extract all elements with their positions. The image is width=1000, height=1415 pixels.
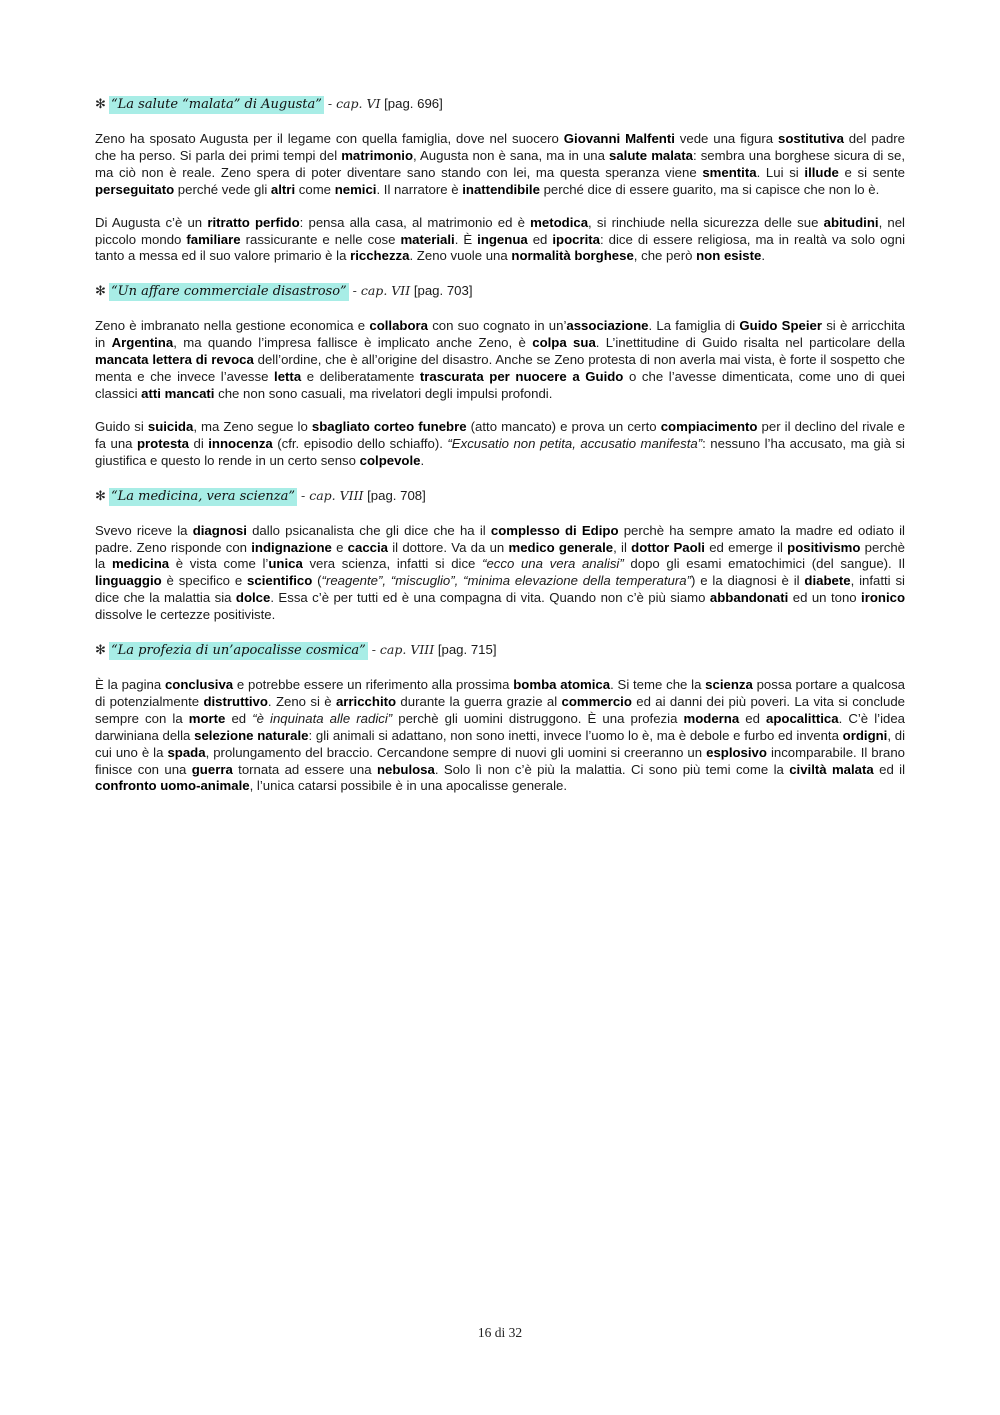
bold-term: civiltà malata (789, 761, 874, 777)
text-run: durante la guerra grazie al (396, 693, 562, 709)
bold-term: diagnosi (192, 522, 247, 538)
text-run: , di cui uno è la (95, 727, 905, 760)
text-run: con suo cognato in un’ (428, 318, 567, 334)
text-run: ed ai danni dei più poveri. La vita si conclude sempre con la (95, 693, 905, 726)
text-run: come (295, 181, 335, 197)
bold-term: guerra (191, 761, 233, 777)
bold-term: colpa sua (532, 335, 596, 351)
bold-term: Giovanni Malfenti (563, 131, 675, 146)
chapter-reference: - cap. VIII (297, 487, 364, 503)
bold-term: innocenza (208, 435, 273, 451)
text-run: e potrebbe essere un riferimento alla prossima (233, 677, 514, 693)
text-run: o che l’avesse dimenticata, come uno di quei classici (95, 369, 905, 401)
bold-term: altri (270, 181, 296, 197)
page-reference: [pag. 696] (380, 96, 443, 111)
text-run: ) e la diagnosi è il (691, 573, 805, 589)
text-run: , ma Zeno segue lo (193, 418, 312, 434)
bold-term: nebulosa (376, 761, 435, 777)
text-run: , si rinchiude nella sicurezza delle sue (588, 214, 824, 230)
bold-term: confronto uomo-animale (95, 778, 250, 794)
asterisk-bullet-icon: ✻ (95, 643, 106, 659)
bold-term: esplosivo (706, 744, 767, 760)
text-run: , che però (633, 248, 697, 264)
text-run: , il (613, 539, 632, 555)
text-run: : nessuno l’ha accusato, ma già si giustifica e questo lo rende in un certo senso (95, 435, 905, 468)
bold-term: ingenua (477, 231, 528, 247)
chapter-reference: - cap. VII (348, 283, 411, 299)
paragraph (95, 215, 905, 266)
text-run: dissolve le certezze positiviste. (95, 607, 276, 623)
bold-term: associazione (566, 318, 649, 334)
bold-term: diabete (804, 573, 851, 589)
text-run: Zeno è imbranato nella gestione economica e (95, 318, 370, 334)
bold-term: abitudini (823, 214, 879, 230)
text-run: ed (225, 710, 253, 726)
bold-term: letta (274, 369, 302, 385)
bold-term: atti mancati (141, 385, 215, 401)
section-heading (95, 486, 905, 507)
bold-term: positivismo (787, 539, 861, 555)
text-run: dopo gli esami ematochimici (del sangue). Il (623, 556, 905, 572)
bold-term: sostitutiva (777, 131, 844, 146)
bold-term: Guido Speier (739, 318, 822, 334)
text-run: Svevo riceve la (95, 522, 193, 538)
paragraph (95, 677, 905, 795)
section-heading (95, 94, 905, 115)
bold-term: metodica (530, 214, 589, 230)
bold-term: suicida (147, 418, 194, 434)
bold-term: bomba atomica (513, 677, 611, 693)
bold-term: trascurata per nuocere a Guido (419, 369, 624, 385)
bold-term: salute malata (609, 147, 693, 163)
asterisk-bullet-icon: ✻ (95, 488, 106, 504)
text-run: , l’unica catarsi possibile è in una apocalisse generale. (249, 778, 568, 794)
section-heading (95, 640, 905, 661)
text-run: . (761, 248, 766, 264)
bold-term: ordigni (842, 727, 888, 743)
text-run: , infatti si dice che la malattia sia (95, 573, 905, 606)
bold-term: perseguitato (95, 181, 175, 197)
text-run: . L’inettitudine di Guido risalta nel particolare della (595, 335, 905, 351)
text-run: . È (454, 231, 478, 247)
bold-term: compiacimento (660, 418, 758, 434)
text-run: è specifico e (161, 573, 248, 589)
text-run: perchè la (95, 539, 906, 572)
text-run: Zeno ha sposato Augusta per il legame con quella famiglia, dove nel suocero (95, 131, 564, 146)
bold-term: materiali (400, 231, 455, 247)
bold-term: ipocrita (552, 231, 601, 247)
text-run: rassicurante e nelle cose (240, 231, 401, 247)
text-run: si è arricchita in (95, 318, 905, 351)
bold-term: conclusiva (164, 677, 234, 693)
text-run: vera scienza, infatti si dice (302, 556, 483, 572)
bold-term: caccia (347, 539, 388, 555)
section-title: “Un affare commerciale disastroso” (111, 284, 347, 300)
paragraph (95, 131, 905, 199)
bold-term: spada (167, 744, 206, 760)
bold-term: nemici (334, 181, 377, 197)
text-run: e deliberatamente (301, 369, 420, 385)
bold-term: dolce (235, 590, 271, 606)
paragraph (95, 523, 905, 624)
text-run: (cfr. episodio dello schiaffo). (272, 435, 448, 451)
bold-term: scientifico (247, 573, 313, 589)
text-run: : pensa alla casa, al matrimonio ed è (299, 214, 531, 230)
bold-term: normalità borghese (511, 248, 634, 264)
text-run: perché vede gli (174, 181, 271, 197)
bold-term: apocalittica (766, 710, 839, 726)
text-run: possa portare a qualcosa di potenzialmente (95, 677, 905, 709)
bold-term: mancata lettera di revoca (95, 352, 254, 368)
chapter-reference: - cap. VI (323, 96, 381, 111)
bold-term: inattendibile (462, 181, 540, 197)
bold-term: non esiste (696, 248, 762, 264)
bold-term: sbagliato corteo funebre (311, 418, 467, 434)
page-number: 16 di 32 (477, 1325, 523, 1340)
text-run: . Essa c’è per tutti ed è una compagna di vita. Quando non c’è più siamo (270, 590, 710, 606)
text-run: del padre che ha perso. Si parla dei primi tempi del (95, 131, 906, 163)
bold-term: moderna (683, 710, 740, 726)
bold-term: unica (268, 556, 303, 572)
page-reference: [pag. 715] (434, 642, 497, 658)
bold-term: arricchito (335, 693, 397, 709)
bold-term: indignazione (251, 539, 332, 555)
bold-term: morte (188, 710, 226, 726)
paragraph (95, 318, 905, 403)
page-reference: [pag. 708] (363, 487, 426, 503)
text-run: che non sono casuali, ma rivelatori degli impulsi profondi. (214, 385, 553, 401)
text-run: . (420, 452, 425, 468)
text-run: di (189, 435, 209, 451)
text-run: vede una figura (674, 131, 778, 146)
page-reference: [pag. 703] (410, 283, 473, 299)
text-run: , prolungamento del braccio. Cercandone sempre di nuovi gli uomini si creeranno un (205, 744, 707, 760)
text-run: . C’è l’idea darwiniana della (95, 710, 906, 743)
text-run: perchè gli uomini distruggono. È una profezia (392, 710, 684, 726)
text-run: e (331, 539, 348, 555)
chapter-reference: - cap. VIII (367, 642, 435, 658)
text-run: ed emerge il (704, 539, 788, 555)
bold-term: medico generale (508, 539, 614, 555)
text-run: per il declino del rivale e fa una (95, 418, 906, 451)
bold-term: commercio (561, 693, 632, 709)
bold-term: linguaggio (95, 573, 162, 589)
bold-term: complesso di Edipo (490, 522, 619, 538)
text-run: e si sente (838, 164, 905, 180)
section-heading (95, 281, 905, 302)
text-run: , ma quando l’impresa fallisce è implicato anche Zeno, è (173, 335, 533, 351)
text-run: ed un tono (788, 590, 862, 606)
text-run: perché dice di essere guarito, ma si capisce che non lo è. (539, 181, 880, 197)
paragraph (95, 419, 905, 470)
bold-term: collabora (369, 318, 428, 334)
bold-term: smentita (702, 164, 757, 180)
text-run: ed il (873, 761, 906, 777)
bold-term: abbandonati (709, 590, 789, 606)
bold-term: matrimonio (341, 147, 414, 163)
bold-term: distruttivo (203, 693, 268, 709)
text-run: : dice di essere religiosa, ma in realtà va solo ogni tanto a messa ed il suo valore primario è la (95, 231, 906, 264)
bold-term: dottor Paoli (631, 539, 705, 555)
text-run: perchè ha sempre amato la madre ed odiato il padre. Zeno risponde con (95, 522, 905, 555)
bold-term: protesta (136, 435, 190, 451)
text-run: il dottore. Va da un (388, 539, 509, 555)
text-run: (atto mancato) e prova un certo (466, 418, 661, 434)
text-run: incomparabile. Il brano finisce con una (95, 744, 906, 777)
bold-term: colpevole (359, 452, 421, 468)
text-run: , Augusta non è sana, ma in una (413, 147, 610, 163)
italic-quote: “reagente”, “miscuglio”, “minima elevazione della temperatura” (321, 573, 691, 589)
italic-quote: “è inquinata alle radici” (252, 710, 393, 726)
italic-quote: “ecco una vera analisi” (482, 556, 624, 572)
text-run: è vista come l’ (169, 556, 269, 572)
bold-term: ricchezza (350, 248, 410, 264)
text-run: ed (739, 710, 767, 726)
bold-term: medicina (111, 556, 170, 572)
text-run: ed (527, 231, 553, 247)
document-body (95, 94, 905, 811)
text-run: . Zeno vuole una (409, 248, 512, 264)
bold-term: familiare (186, 231, 241, 247)
bold-term: scienza (705, 677, 753, 693)
text-run: dell’ordine, che è all’origine del disastro. Anche se Zeno protesta di non averla mai vista, è forte il sospetto che menta e che invece l’avesse (95, 352, 906, 385)
text-run: . Zeno si è (267, 693, 336, 709)
text-run: . Lui si (756, 164, 805, 180)
text-run: . Solo lì non c’è più la malattia. Ci sono più temi come la (434, 761, 790, 777)
text-run: tornata ad essere una (232, 761, 377, 777)
section-title: “La profezia di un’apocalisse cosmica” (111, 643, 366, 659)
text-run: È la pagina (95, 677, 165, 693)
text-run: : sembra una borghese sicura di se, ma ciò non è reale. Zeno spera di poter diventare sano stando con lei, ma questa speranza viene (95, 147, 906, 180)
text-run: dallo psicanalista che gli dice che ha il (246, 522, 491, 538)
text-run: : gli animali si adattano, non sono inetti, invece l’uomo lo è, ma è debole e furbo ed inventa (308, 727, 843, 743)
asterisk-bullet-icon: ✻ (95, 97, 106, 112)
bold-term: Argentina (111, 335, 174, 351)
text-run: . Il narratore è (376, 181, 463, 197)
text-run: . La famiglia di (648, 318, 740, 334)
text-run: Di Augusta c’è un (95, 214, 208, 230)
italic-quote: “Excusatio non petita, accusatio manifesta” (447, 435, 703, 451)
bold-term: illude (804, 164, 839, 180)
section-title: “La salute “malata” di Augusta” (111, 97, 322, 112)
text-run: . Si teme che la (610, 677, 706, 693)
bold-term: ritratto perfido (207, 214, 300, 230)
asterisk-bullet-icon: ✻ (95, 284, 106, 300)
text-run: Guido si (95, 418, 148, 434)
bold-term: selezione naturale (194, 727, 309, 743)
text-run: ( (312, 573, 322, 589)
section-title: “La medicina, vera scienza” (111, 488, 296, 504)
text-run: , nel piccolo mondo (95, 214, 905, 247)
bold-term: ironico (861, 590, 906, 606)
